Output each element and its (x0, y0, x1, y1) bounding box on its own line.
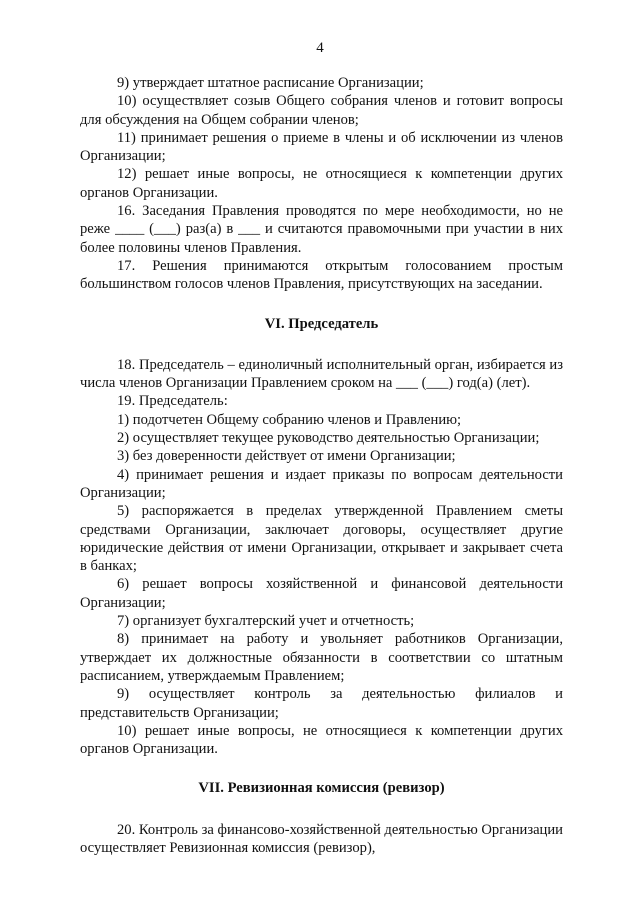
paragraph-clause-17: 17. Решения принимаются открытым голосованием простым большинством голосов членов Правления, присутствующих на заседании. (80, 257, 563, 293)
chairman-duty-3: 3) без доверенности действует от имени Организации; (117, 448, 456, 465)
chairman-duty-8: 8) принимает на работу и увольняет работников Организации, утверждает их должностные обязанности в соответствии со штатным расписанием, утверждаемым Правлением; (80, 631, 563, 684)
paragraph-clause-19: 19. Председатель: (117, 393, 228, 410)
paragraph-item-12: 12) решает иные вопросы, не относящиеся к компетенции других органов Организации. (80, 166, 563, 201)
paragraph-item-11: 11) принимает решения о приеме в члены и об исключении из членов Организации; (80, 129, 563, 165)
document-body (80, 74, 563, 857)
chairman-duty-9: 9) осуществляет контроль за деятельностью филиалов и представительств Организации; (80, 686, 563, 721)
paragraph-clause-16: 16. Заседания Правления проводятся по мере необходимости, но не реже ____ (___) раз(а) в ___ и считаются правомочными при участии в них более половины членов Правления. (80, 203, 563, 256)
paragraph-item-9: 9) утверждает штатное расписание Организации; (117, 75, 424, 91)
paragraph-clause-20: 20. Контроль за финансово-хозяйственной деятельностью Организации осуществляет Ревизионная комиссия (ревизор), (80, 821, 563, 856)
chairman-duty-5: 5) распоряжается в пределах утвержденной Правлением сметы средствами Организации, заключает договоры, осуществляет другие юридические действия от имени Организации, открывает и закрывает счета в банках; (80, 503, 563, 575)
chairman-duty-10: 10) решает иные вопросы, не относящиеся к компетенции других органов Организации. (80, 722, 563, 758)
paragraph-item-10: 10) осуществляет созыв Общего собрания членов и готовит вопросы для обсуждения на Общем собрании членов; (80, 93, 563, 128)
chairman-duty-2: 2) осуществляет текущее руководство деятельностью Организации; (117, 430, 540, 447)
chairman-duty-1: 1) подотчетен Общему собранию членов и Правлению; (117, 411, 462, 428)
chairman-duty-4: 4) принимает решения и издает приказы по вопросам деятельности Организации; (80, 466, 563, 501)
chairman-duty-7: 7) организует бухгалтерский учет и отчетность; (117, 613, 415, 630)
paragraph-clause-18: 18. Председатель – единоличный исполнительный орган, избирается из числа членов Организации Правлением сроком на ___ (___) год(а) (лет). (80, 356, 563, 392)
page-number: 4 (316, 40, 324, 56)
chairman-duty-6: 6) решает вопросы хозяйственной и финансовой деятельности Организации; (80, 576, 563, 611)
section-heading-chairman: VI. Председатель (264, 315, 379, 332)
section-heading-audit-commission: VII. Ревизионная комиссия (ревизор) (198, 780, 445, 797)
